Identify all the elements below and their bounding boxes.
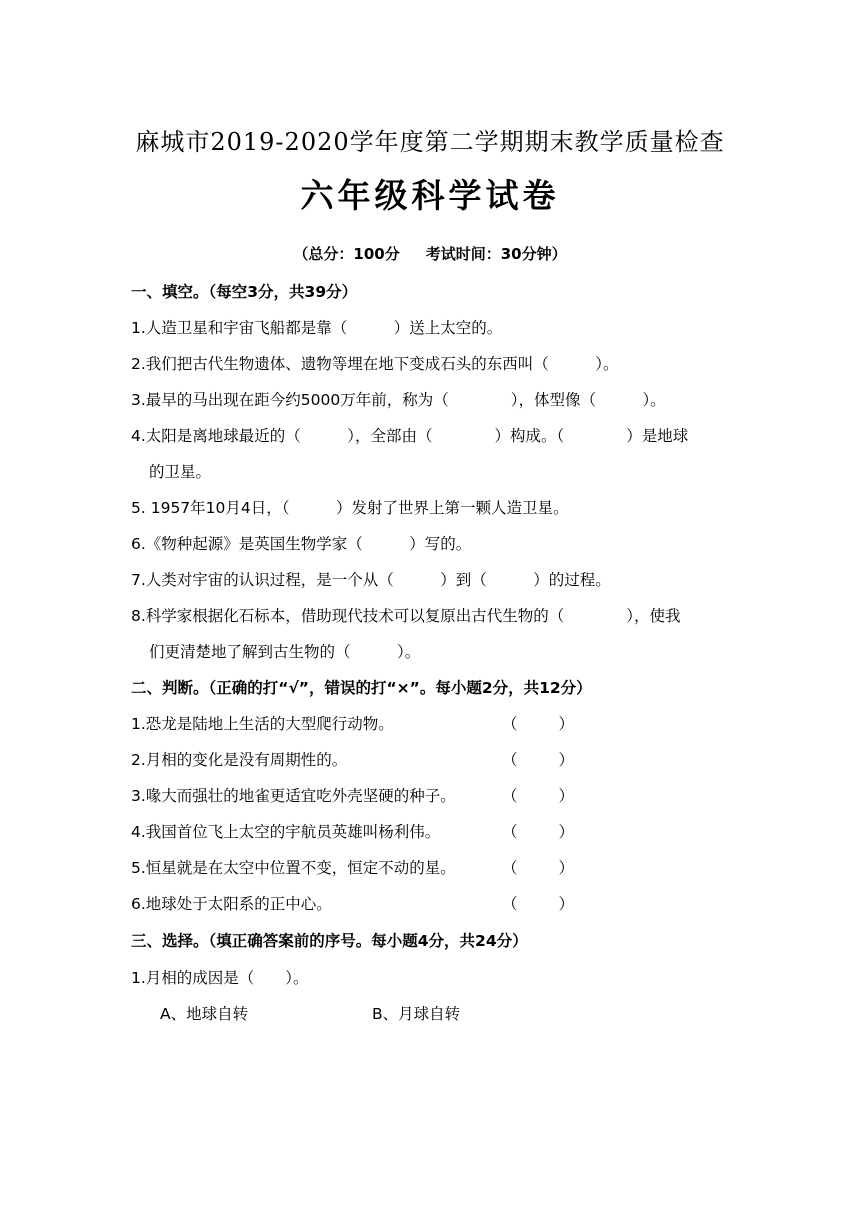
exam-subject-title: 六年级科学试卷 — [300, 176, 560, 215]
fill-question-7: 7.人类对宇宙的认识过程，是一个从（ ）到（ ）的过程。 — [131, 571, 611, 589]
answer-parentheses: （ ） — [502, 715, 574, 733]
answer-parentheses: （ ） — [502, 859, 574, 877]
answer-parentheses: （ ） — [502, 787, 574, 805]
fill-question-2: 2.我们把古代生物遗体、遗物等埋在地下变成石头的东西叫（ ）。 — [131, 355, 619, 373]
answer-parentheses: （ ） — [502, 751, 574, 769]
judge-question-2: 2.月相的变化是没有周期性的。 — [131, 751, 348, 769]
fill-question-4-line1: 4.太阳是离地球最近的（ ），全部由（ ）构成。（ ）是地球 — [131, 427, 689, 445]
section-judge-heading: 二、判断。（正确的打“√”，错误的打“×”。每小题2分，共12分） — [131, 679, 592, 697]
judge-question-3: 3.喙大而强壮的地雀更适宜吃外壳坚硬的种子。 — [131, 787, 456, 805]
choice-option-a: A、地球自转 — [160, 1005, 249, 1023]
choice-question-1: 1.月相的成因是（ ）。 — [131, 969, 309, 987]
fill-question-5: 5. 1957年10月4日，（ ）发射了世界上第一颗人造卫星。 — [131, 499, 569, 517]
section-fill-heading: 一、填空。（每空3分，共39分） — [131, 283, 358, 301]
judge-question-5: 5.恒星就是在太空中位置不变，恒定不动的星。 — [131, 859, 456, 877]
fill-question-3: 3.最早的马出现在距今约5000万年前，称为（ ），体型像（ ）。 — [131, 391, 666, 409]
exam-header-title: 麻城市2019-2020学年度第二学期期末教学质量检查 — [135, 128, 725, 156]
exam-time-text: 考试时间：30分钟） — [425, 245, 567, 263]
judge-question-4: 4.我国首位飞上太空的宇航员英雄叫杨利伟。 — [131, 823, 441, 841]
judge-question-6: 6.地球处于太阳系的正中心。 — [131, 895, 332, 913]
total-score-text: （总分：100分 — [293, 245, 400, 263]
choice-option-b: B、月球自转 — [372, 1005, 461, 1023]
judge-question-1: 1.恐龙是陆地上生活的大型爬行动物。 — [131, 715, 394, 733]
fill-question-6: 6.《物种起源》是英国生物学家（ ）写的。 — [131, 535, 472, 553]
section-choice-heading: 三、选择。（填正确答案前的序号。每小题4分，共24分） — [131, 932, 528, 950]
fill-question-8-line2: 们更清楚地了解到古生物的（ ）。 — [149, 643, 421, 661]
exam-info — [0, 243, 860, 264]
fill-question-4-line2: 的卫星。 — [149, 463, 212, 481]
answer-parentheses: （ ） — [502, 895, 574, 913]
fill-question-8-line1: 8.科学家根据化石标本，借助现代技术可以复原出古代生物的（ ），使我 — [131, 607, 681, 625]
answer-parentheses: （ ） — [502, 823, 574, 841]
fill-question-1: 1.人造卫星和宇宙飞船都是靠（ ）送上太空的。 — [131, 319, 503, 337]
